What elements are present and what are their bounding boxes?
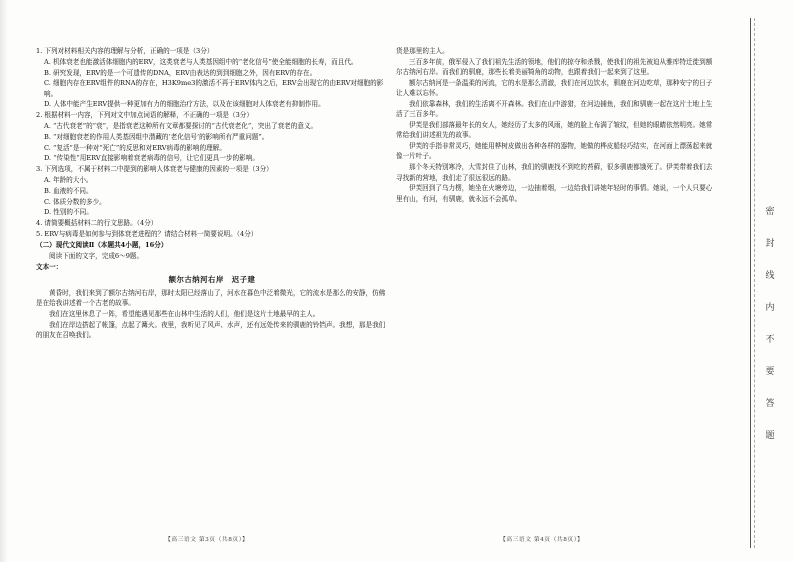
question-3: 3. 下列选项，不属于材料二中提到的影响人体衰老与健康的因素的一项是（3分） <box>36 165 273 174</box>
article-paragraph: 我们在岸边搭起了帐篷，点起了篝火。夜里，我听见了风声、水声，还有远处传来的驯鹿的铃铛声。我想，那是我们的朋友在召唤我们。 <box>36 320 386 340</box>
question-1-option-b: B. 研究发现，ERV的是一个可遗传的DNA，ERV由表达的到到细胞之外，因有ERV的存在。 <box>44 68 317 77</box>
article-paragraph: 我们依靠森林，我们的生活离不开森林。我们在山中游猎，在河边捕鱼，我们和驯鹿一起在这片土地上生活了三百多年。 <box>396 99 713 119</box>
article-paragraph: 伊芙回到了乌力楞，她坐在火塘旁边，一边抽着烟，一边给我们讲她年轻时的事情。她说，一个人只要心里有山，有河，有驯鹿，就永远不会孤单。 <box>396 184 713 203</box>
right-column <box>396 46 718 204</box>
question-3-option-d: D. 性别的不同。 <box>44 208 93 217</box>
binding-line <box>750 18 751 548</box>
page-footer-left: 【高三语文 第3页（共8页）】 <box>165 537 249 543</box>
article-paragraph: 那个冬天特别寒冷，大雪封住了山林，我们的驯鹿找不到吃的苔藓，很多驯鹿都饿死了。伊芙带着我们去寻找新的营地，我们走了很远很远的路。 <box>396 163 713 182</box>
article-paragraph: 货是那里的主人。 <box>396 47 449 55</box>
binding-margin <box>730 0 794 562</box>
question-5: 5. ERV与病毒是如何参与到体衰老进程的？请结合材料一简要说明。（4分） <box>36 230 258 239</box>
binding-dashed-line <box>754 18 755 548</box>
question-1-option-d: D. 人体中能产生ERV提供一种更加有力的细胞治疗方法，以及在该细胞对人体衰老有抑制作用。 <box>44 100 325 109</box>
section-2-instructions: 阅读下面的文字，完成6～9题。 <box>49 252 144 261</box>
question-1-option-c: C. 细胞内存在ERV组件的RNA的存在，H3K9me3的激活不再于ERV体内之后，ERV会出现它的由ERV对细胞的影响。 <box>44 79 384 98</box>
question-1-option-a: A. 机体衰老也能激活体细胞内的ERV，这类衰老与人类基因组中的“老化信号”使全能细胞的长寿，而且代。 <box>44 57 358 66</box>
question-2-option-a: A. “古代衰老”的“衰”，是指衰老这种所有文章都要探讨的“古代衰老化”，突出了衰老的意义。 <box>44 122 318 131</box>
question-3-option-a: A. 年龄的大小。 <box>44 176 93 185</box>
article-paragraph: 黄昏时，我们来到了额尔古纳河右岸，那时太阳已经落山了，河水在暮色中泛着微光，它的流水是那么的安静，仿佛是在给我讲述着一个古老的故事。 <box>36 289 386 308</box>
text-1-label: 文本一： <box>36 263 63 272</box>
left-column <box>36 46 388 341</box>
question-2: 2. 根据材料一内容，下列对文中加点词语的解释，不正确的一项是（3分） <box>36 111 253 120</box>
question-2-option-d: D. “传染性”用ERV直接影响着衰老病毒的信号，让它们更具一步的影响。 <box>44 154 259 163</box>
section-2-heading: （二）现代文阅读Ⅱ（本题共4小题，16分） <box>36 241 168 250</box>
question-3-option-b: B. 血液的不同。 <box>44 186 93 195</box>
question-2-option-c: C. “复活”是一种对“死亡”的反思和对ERV病毒的影响的理解。 <box>44 143 226 152</box>
seal-line-text: 密封线内不要答题 <box>765 207 775 441</box>
question-1: 1. 下列对材料相关内容的理解与分析，正确的一项是（3分） <box>36 47 214 55</box>
article-paragraph: 三百多年前，俄军侵入了我们祖先生活的领地，他们的掠夺和杀戮，使我们的祖先被迫从雅库特迁徙到额尔古纳河右岸。而我们的驯鹿，那些长着美丽犄角的动物，也跟着我们一起来到了这里。 <box>396 57 713 77</box>
article-paragraph: 我们在这里休息了一阵，希望能遇见那些在山林中生活的人们，他们是这片土地最早的主人。 <box>49 310 320 319</box>
question-4: 4. 请简要概括材料二的行文思路。（4分） <box>36 219 158 228</box>
question-3-option-c: C. 体质分数的多少。 <box>44 197 106 206</box>
question-2-option-b: B. “对细胞衰老的作用人类基因组中潜藏的‘老化信号’的影响所有严重问题”。 <box>44 132 269 141</box>
scan-shadow <box>0 0 8 562</box>
article-paragraph: 额尔古纳河是一条温柔的河流，它的水是那么清澈，我们在河边饮水，驯鹿在河边吃草，那种安宁的日子让人难以忘怀。 <box>396 78 713 98</box>
page-footer-right: 【高三语文 第4页（共8页）】 <box>500 537 584 543</box>
article-paragraph: 伊芙的手指非常灵巧，她能用桦树皮做出各种各样的器物，她做的桦皮船轻巧结实，在河面上漂荡起来就像一片叶子。 <box>396 142 713 161</box>
article-title: 额尔古纳河右岸 迟子建 <box>168 274 256 284</box>
article-paragraph: 伊芙是我们部落最年长的女人，她经历了太多的风雨，她的脸上布满了皱纹，但她的眼睛依然明亮。她常常给我们讲述祖先的故事。 <box>396 121 713 140</box>
